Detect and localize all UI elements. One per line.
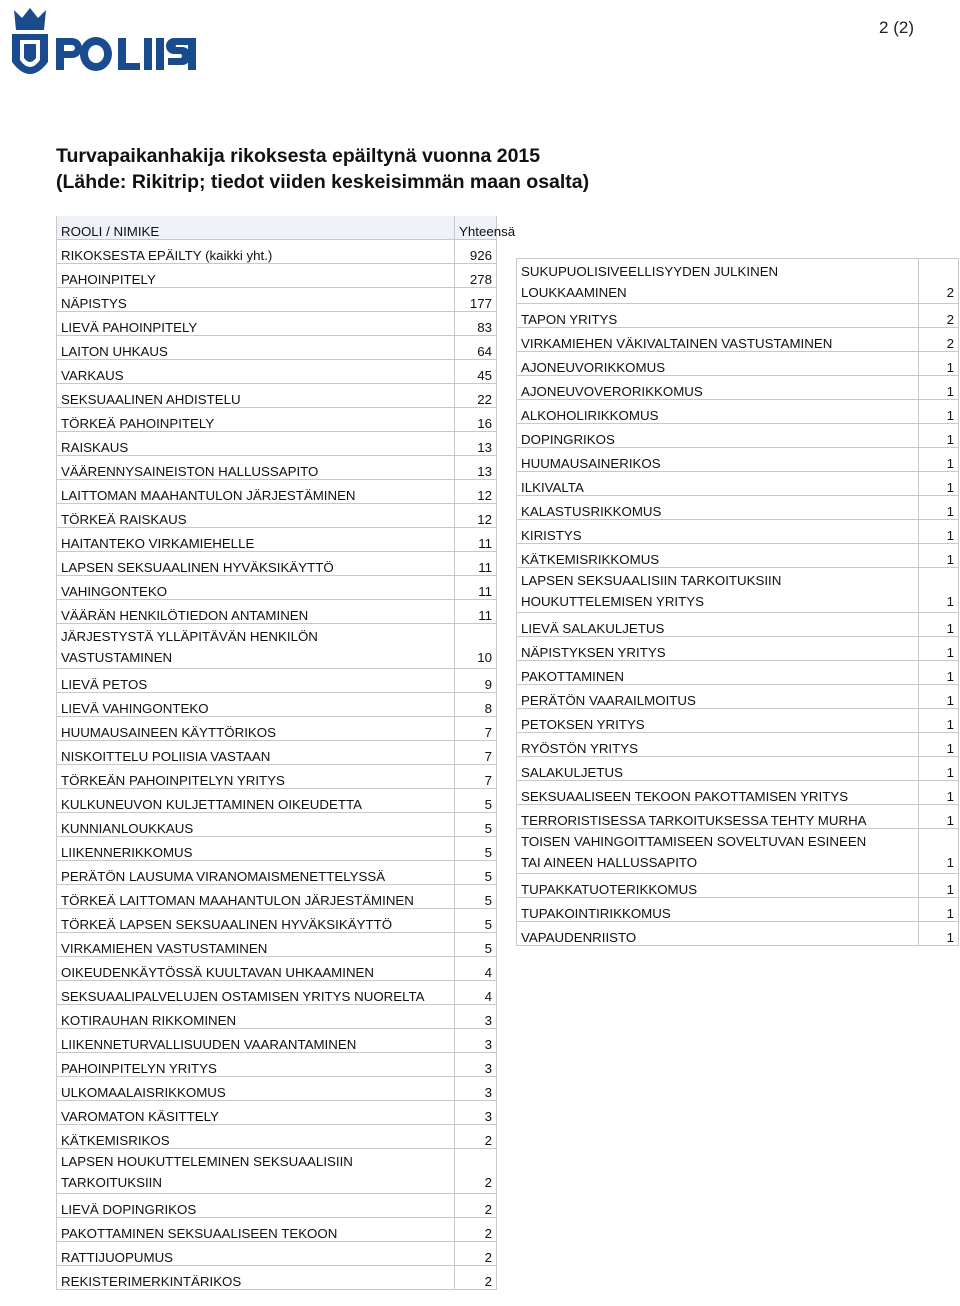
offense-name-line: LAPSEN SEKSUAALISIIN TARKOITUKSIIN (521, 573, 782, 588)
table-row (57, 909, 497, 933)
offense-name-line: AJONEUVOVERORIKKOMUS (521, 384, 703, 399)
offense-count: 8 (455, 693, 497, 717)
offense-name (57, 693, 455, 717)
offense-name-line: PAHOINPITELY (61, 272, 156, 287)
offense-name-line: HUUMAUSAINERIKOS (521, 456, 661, 471)
page-number: 2 (2) (879, 18, 914, 37)
offense-name-line: TAPON YRITYS (521, 312, 618, 327)
table-row (57, 240, 497, 264)
offense-count: 4 (455, 957, 497, 981)
offense-name (57, 336, 455, 360)
offense-name (57, 765, 455, 789)
table-row (517, 637, 959, 661)
title-line-1: Turvapaikanhakija rikoksesta epäiltynä vuonna 2015 (56, 145, 541, 167)
offense-name-line: LIIKENNERIKKOMUS (61, 845, 193, 860)
table-row (57, 384, 497, 408)
table-row (57, 957, 497, 981)
offense-name (57, 741, 455, 765)
offense-count: 3 (455, 1005, 497, 1029)
offense-name-line: VIRKAMIEHEN VÄKIVALTAINEN VASTUSTAMINEN (521, 336, 833, 351)
offense-name (517, 259, 919, 304)
offense-name (57, 456, 455, 480)
table-row (517, 376, 959, 400)
offense-name-line: PAHOINPITELYN YRITYS (61, 1061, 217, 1076)
offense-name (57, 1005, 455, 1029)
offense-name (57, 1029, 455, 1053)
offense-name (517, 922, 919, 946)
offense-name (517, 424, 919, 448)
offense-name-line: DOPINGRIKOS (521, 432, 615, 447)
offense-count: 9 (455, 669, 497, 693)
offense-name-line: VASTUSTAMINEN (61, 650, 173, 665)
offense-count: 2 (919, 259, 959, 304)
offense-count: 177 (455, 288, 497, 312)
offense-count: 5 (455, 909, 497, 933)
table-row (517, 304, 959, 328)
offense-count: 1 (919, 520, 959, 544)
table-row (57, 552, 497, 576)
offense-name (57, 1218, 455, 1242)
table-row (57, 861, 497, 885)
table-row (517, 874, 959, 898)
offense-name-line: TOISEN VAHINGOITTAMISEEN SOVELTUVAN ESINEEN (521, 834, 867, 849)
offense-count: 2 (455, 1218, 497, 1242)
table-row (57, 933, 497, 957)
offense-name-line: TÖRKEÄN PAHOINPITELYN YRITYS (61, 773, 285, 788)
table-row (57, 1005, 497, 1029)
table-row (517, 352, 959, 376)
offense-name (57, 528, 455, 552)
offense-count: 1 (919, 874, 959, 898)
offense-name (57, 408, 455, 432)
offense-count: 2 (455, 1194, 497, 1218)
offense-name-line: VARKAUS (61, 368, 124, 383)
offense-name (57, 600, 455, 624)
offense-name-line: LAPSEN SEKSUAALINEN HYVÄKSIKÄYTTÖ (61, 560, 334, 575)
title-line-2: (Lähde: Rikitrip; tiedot viiden keskeisimmän maan osalta) (56, 171, 590, 193)
offense-count: 3 (455, 1053, 497, 1077)
table-row (57, 432, 497, 456)
offense-name-line: KIRISTYS (521, 528, 582, 543)
offense-name (517, 637, 919, 661)
offense-count: 1 (919, 496, 959, 520)
table-row (517, 829, 959, 874)
offense-count: 11 (455, 600, 497, 624)
offense-name-line: VAROMATON KÄSITTELY (61, 1109, 219, 1124)
offense-name-line: RYÖSTÖN YRITYS (521, 741, 638, 756)
offense-name-line: ULKOMAALAISRIKKOMUS (61, 1085, 226, 1100)
table-row (57, 624, 497, 669)
offense-count: 5 (455, 789, 497, 813)
offense-name (517, 544, 919, 568)
offense-count: 5 (455, 933, 497, 957)
offense-count: 1 (919, 424, 959, 448)
document-title (56, 143, 589, 195)
table-row (57, 312, 497, 336)
offense-name (517, 376, 919, 400)
table-row (517, 328, 959, 352)
table-row (57, 1149, 497, 1194)
table-row (57, 765, 497, 789)
offense-name-line: SEKSUAALISEEN TEKOON PAKOTTAMISEN YRITYS (521, 789, 849, 804)
offense-name-line: HOUKUTTELEMISEN YRITYS (521, 594, 704, 609)
offense-count: 13 (455, 432, 497, 456)
offense-name (517, 328, 919, 352)
offense-name (57, 1242, 455, 1266)
offense-name (57, 789, 455, 813)
offense-name (57, 957, 455, 981)
offense-name-line: RIKOKSESTA EPÄILTY (kaikki yht.) (61, 248, 273, 263)
offense-name (517, 472, 919, 496)
offense-count: 1 (919, 400, 959, 424)
offense-count: 11 (455, 552, 497, 576)
offense-name (517, 661, 919, 685)
offense-name-line: TUPAKOINTIRIKKOMUS (521, 906, 671, 921)
offense-name (517, 304, 919, 328)
offense-name-line: SEKSUAALINEN AHDISTELU (61, 392, 241, 407)
offense-name (57, 1077, 455, 1101)
table-row (517, 544, 959, 568)
table-row (57, 528, 497, 552)
table-row (57, 1125, 497, 1149)
table-row (57, 789, 497, 813)
offense-name (57, 1149, 455, 1194)
offense-name (57, 981, 455, 1005)
offense-name-line: NÄPISTYS (61, 296, 127, 311)
offense-count: 1 (919, 781, 959, 805)
table-row (57, 336, 497, 360)
offense-name-line: SUKUPUOLISIVEELLISYYDEN JULKINEN (521, 264, 779, 279)
offense-name-line: TÖRKEÄ LAPSEN SEKSUAALINEN HYVÄKSIKÄYTTÖ (61, 917, 393, 932)
offense-name-line: JÄRJESTYSTÄ YLLÄPITÄVÄN HENKILÖN (61, 629, 318, 644)
table-row (517, 898, 959, 922)
offense-count: 2 (455, 1242, 497, 1266)
table-row (57, 504, 497, 528)
offense-name (517, 613, 919, 637)
offense-name-line: PAKOTTAMINEN SEKSUAALISEEN TEKOON (61, 1226, 338, 1241)
offense-count: 11 (455, 576, 497, 600)
offense-name-line: NÄPISTYKSEN YRITYS (521, 645, 666, 660)
offense-count: 2 (455, 1266, 497, 1290)
offense-name (517, 733, 919, 757)
offense-name-line: NISKOITTELU POLIISIA VASTAAN (61, 749, 271, 764)
offense-count: 4 (455, 981, 497, 1005)
offense-name-line: AJONEUVORIKKOMUS (521, 360, 666, 375)
offense-name (517, 448, 919, 472)
offense-name-line: KUNNIANLOUKKAUS (61, 821, 194, 836)
table-row (517, 496, 959, 520)
offense-name (517, 400, 919, 424)
offense-name-line: LAITTOMAN MAAHANTULON JÄRJESTÄMINEN (61, 488, 356, 503)
offense-name-line: KÄTKEMISRIKOS (61, 1133, 170, 1148)
table-row (57, 408, 497, 432)
offense-name (57, 312, 455, 336)
offense-name-line: LAITON UHKAUS (61, 344, 168, 359)
offense-name-line: TARKOITUKSIIN (61, 1175, 162, 1190)
table-row (517, 805, 959, 829)
table-row (517, 733, 959, 757)
offense-name (57, 576, 455, 600)
offense-count: 2 (919, 328, 959, 352)
offense-name-line: RATTIJUOPUMUS (61, 1250, 174, 1265)
offense-count: 1 (919, 472, 959, 496)
offense-name (57, 1101, 455, 1125)
offense-name-line: HUUMAUSAINEEN KÄYTTÖRIKOS (61, 725, 276, 740)
offense-name (57, 861, 455, 885)
table-row (517, 448, 959, 472)
table-row (57, 600, 497, 624)
offense-name-line: TUPAKKATUOTERIKKOMUS (521, 882, 698, 897)
table-row (57, 1029, 497, 1053)
offense-name (57, 432, 455, 456)
offense-count: 12 (455, 504, 497, 528)
offense-name (57, 885, 455, 909)
offense-name (517, 757, 919, 781)
offense-name (517, 352, 919, 376)
offense-count: 7 (455, 717, 497, 741)
offense-name (517, 898, 919, 922)
table-row (57, 1053, 497, 1077)
offense-name-line: HAITANTEKO VIRKAMIEHELLE (61, 536, 255, 551)
offense-name-line: LIIKENNETURVALLISUUDEN VAARANTAMINEN (61, 1037, 357, 1052)
table-row (57, 456, 497, 480)
offense-count: 5 (455, 813, 497, 837)
table-row (57, 480, 497, 504)
table-row (57, 885, 497, 909)
offense-count: 926 (455, 240, 497, 264)
offense-name (57, 837, 455, 861)
offense-name-line: VAPAUDENRIISTO (521, 930, 637, 945)
table-row (517, 259, 959, 304)
table-row (57, 1077, 497, 1101)
offense-name (57, 1194, 455, 1218)
offense-name-line: SEKSUAALIPALVELUJEN OSTAMISEN YRITYS NUORELTA (61, 989, 425, 1004)
offense-name-line: ALKOHOLIRIKKOMUS (521, 408, 659, 423)
offense-name-line: RAISKAUS (61, 440, 129, 455)
offense-name-line: OIKEUDENKÄYTÖSSÄ KUULTAVAN UHKAAMINEN (61, 965, 375, 980)
left-offense-table (56, 216, 516, 1290)
offense-count: 1 (919, 376, 959, 400)
offense-name (57, 288, 455, 312)
offense-count: 22 (455, 384, 497, 408)
header-role: ROOLI / NIMIKE (57, 216, 455, 240)
offense-count: 13 (455, 456, 497, 480)
offense-name (57, 1125, 455, 1149)
offense-name-line: VIRKAMIEHEN VASTUSTAMINEN (61, 941, 268, 956)
offense-name-line: KULKUNEUVON KULJETTAMINEN OIKEUDETTA (61, 797, 362, 812)
offense-count: 7 (455, 765, 497, 789)
offense-count: 1 (919, 568, 959, 613)
offense-count: 12 (455, 480, 497, 504)
offense-name (517, 874, 919, 898)
offense-name-line: PERÄTÖN LAUSUMA VIRANOMAISMENETTELYSSÄ (61, 869, 386, 884)
table-row (57, 360, 497, 384)
offense-count: 5 (455, 837, 497, 861)
offense-name (57, 669, 455, 693)
offense-count: 1 (919, 448, 959, 472)
offense-name (517, 496, 919, 520)
offense-count: 1 (919, 733, 959, 757)
offense-name (517, 805, 919, 829)
offense-name (517, 520, 919, 544)
offense-name-line: LAPSEN HOUKUTTELEMINEN SEKSUAALISIIN (61, 1154, 353, 1169)
offense-count: 64 (455, 336, 497, 360)
table-row (517, 424, 959, 448)
offense-name (57, 717, 455, 741)
offense-name-line: LIEVÄ VAHINGONTEKO (61, 701, 209, 716)
header-total: Yhteensä (455, 216, 497, 240)
offense-name (517, 709, 919, 733)
offense-name (57, 933, 455, 957)
offense-name (57, 480, 455, 504)
offense-count: 3 (455, 1029, 497, 1053)
offense-name (57, 384, 455, 408)
offense-name-line: PERÄTÖN VAARAILMOITUS (521, 693, 696, 708)
table-row (517, 472, 959, 496)
offense-name-line: TERRORISTISESSA TARKOITUKSESSA TEHTY MURHA (521, 813, 867, 828)
offense-count: 1 (919, 757, 959, 781)
table-row (517, 613, 959, 637)
offense-name-line: LIEVÄ SALAKULJETUS (521, 621, 665, 636)
offense-count: 16 (455, 408, 497, 432)
offense-count: 1 (919, 829, 959, 874)
offense-count: 1 (919, 922, 959, 946)
offense-count: 3 (455, 1077, 497, 1101)
offense-name (57, 909, 455, 933)
offense-name (57, 624, 455, 669)
table-row (57, 1266, 497, 1290)
table-row (517, 922, 959, 946)
offense-count: 1 (919, 661, 959, 685)
table-row (57, 288, 497, 312)
table-row (517, 568, 959, 613)
offense-count: 10 (455, 624, 497, 669)
offense-name (57, 552, 455, 576)
offense-name-line: TÖRKEÄ LAITTOMAN MAAHANTULON JÄRJESTÄMINEN (61, 893, 414, 908)
offense-name-line: KÄTKEMISRIKKOMUS (521, 552, 660, 567)
table-row (517, 661, 959, 685)
table-row (57, 717, 497, 741)
poliisi-logo (4, 4, 204, 90)
offense-count: 3 (455, 1101, 497, 1125)
offense-name-line: VÄÄRÄN HENKILÖTIEDON ANTAMINEN (61, 608, 309, 623)
table-row (57, 1194, 497, 1218)
table-row (57, 741, 497, 765)
offense-count: 2 (455, 1125, 497, 1149)
table-row (57, 813, 497, 837)
offense-name (57, 1053, 455, 1077)
table-row (57, 1101, 497, 1125)
offense-name-line: TAI AINEEN HALLUSSAPITO (521, 855, 698, 870)
offense-name-line: LIEVÄ PETOS (61, 677, 148, 692)
offense-count: 5 (455, 861, 497, 885)
table-row (517, 709, 959, 733)
offense-name-line: PETOKSEN YRITYS (521, 717, 645, 732)
offense-name (57, 240, 455, 264)
offense-count: 45 (455, 360, 497, 384)
offense-name (517, 568, 919, 613)
offense-name (57, 504, 455, 528)
table-row (57, 1218, 497, 1242)
offense-name-line: KALASTUSRIKKOMUS (521, 504, 662, 519)
offense-name (517, 685, 919, 709)
offense-count: 11 (455, 528, 497, 552)
offense-count: 1 (919, 685, 959, 709)
table-header-row (57, 216, 497, 240)
offense-name-line: VAHINGONTEKO (61, 584, 168, 599)
offense-name (57, 264, 455, 288)
table-row (517, 520, 959, 544)
table-row (517, 685, 959, 709)
offense-count: 1 (919, 613, 959, 637)
offense-name-line: LIEVÄ PAHOINPITELY (61, 320, 198, 335)
table-row (57, 837, 497, 861)
table-row (57, 669, 497, 693)
table-row (57, 1242, 497, 1266)
table-row (57, 693, 497, 717)
offense-name-line: SALAKULJETUS (521, 765, 623, 780)
table-row (517, 781, 959, 805)
offense-count: 2 (455, 1149, 497, 1194)
right-offense-table (516, 258, 959, 946)
offense-count: 7 (455, 741, 497, 765)
table-row (517, 400, 959, 424)
offense-count: 1 (919, 637, 959, 661)
offense-count: 1 (919, 898, 959, 922)
table-row (517, 757, 959, 781)
offense-count: 2 (919, 304, 959, 328)
offense-count: 83 (455, 312, 497, 336)
offense-name (57, 360, 455, 384)
offense-count: 1 (919, 352, 959, 376)
offense-name-line: PAKOTTAMINEN (521, 669, 624, 684)
offense-count: 5 (455, 885, 497, 909)
offense-name (517, 829, 919, 874)
offense-name (517, 781, 919, 805)
offense-name-line: ILKIVALTA (521, 480, 584, 495)
offense-count: 1 (919, 709, 959, 733)
offense-name-line: LOUKKAAMINEN (521, 285, 627, 300)
crest-icon (12, 8, 48, 74)
offense-name-line: REKISTERIMERKINTÄRIKOS (61, 1274, 242, 1289)
offense-name-line: LIEVÄ DOPINGRIKOS (61, 1202, 197, 1217)
table-row (57, 264, 497, 288)
offense-name (57, 1266, 455, 1290)
offense-name-line: KOTIRAUHAN RIKKOMINEN (61, 1013, 237, 1028)
offense-name-line: TÖRKEÄ PAHOINPITELY (61, 416, 215, 431)
offense-name (57, 813, 455, 837)
offense-name-line: TÖRKEÄ RAISKAUS (61, 512, 187, 527)
offense-count: 1 (919, 544, 959, 568)
table-row (57, 576, 497, 600)
offense-count: 1 (919, 805, 959, 829)
offense-name-line: VÄÄRENNYSAINEISTON HALLUSSAPITO (61, 464, 319, 479)
offense-count: 278 (455, 264, 497, 288)
table-row (57, 981, 497, 1005)
